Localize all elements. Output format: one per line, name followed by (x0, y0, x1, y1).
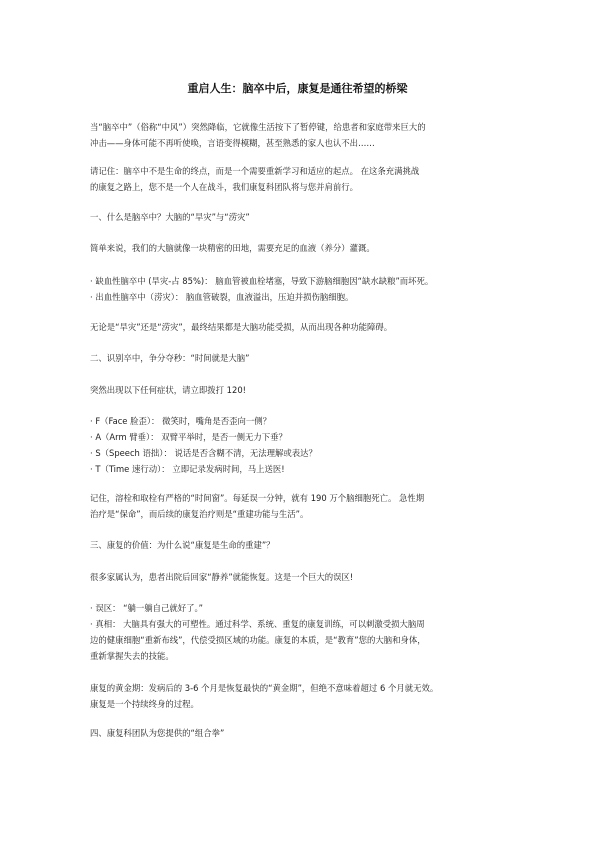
document-title: 重启人生：脑卒中后，康复是通往希望的桥梁 (187, 82, 408, 95)
paragraph (90, 680, 510, 712)
list-item: · T（Time 速行动）： 立即记录发病时间，马上送医! (90, 464, 285, 474)
text-line: 三、康复的价值：为什么说“康复是生命的重建”？ (90, 540, 275, 550)
text-line: 的康复之路上，您不是一个人在战斗，我们康复科团队将与您并肩前行。 (90, 182, 358, 192)
section-heading-3 (90, 537, 510, 553)
list-item: · 真相： 大脑具有强大的可塑性。通过科学、系统、重复的康复训练，可以刺激受损大脑周 (90, 619, 425, 629)
myth-truth-list (90, 600, 510, 664)
text-line: 无论是“旱灾”还是“涝灾”，最终结果都是大脑功能受损，从而出现各种功能障碍。 (90, 322, 393, 332)
text-line: 当“脑卒中”（俗称“中风”）突然降临，它就像生活按下了暂停键，给患者和家庭带来巨大的 (90, 122, 426, 132)
text-line: 突然出现以下任何症状，请立即拨打 120! (90, 385, 247, 395)
text-line: 二、识别卒中，争分夺秒：“时间就是大脑” (90, 353, 250, 363)
list-item: · 出血性脑卒中（涝灾）： 脑血管破裂，血液溢出，压迫并损伤脑细胞。 (90, 292, 354, 302)
reminder-paragraph (90, 163, 510, 195)
fast-list (90, 413, 510, 477)
section-heading-2 (90, 350, 510, 366)
list-item: · 误区： “躺一躺自己就好了。” (90, 603, 203, 613)
section-heading-4 (90, 725, 510, 741)
list-item: · S（Speech 语拙）： 说话是否含糊不清，无法理解或表达？ (90, 448, 317, 458)
text-line: 康复是一个持续终身的过程。 (90, 699, 199, 709)
text-line: 冲击——身体可能不再听使唤，言语变得模糊，甚至熟悉的家人也认不出…… (90, 138, 375, 148)
text-line: 很多家属认为，患者出院后回家“静养”就能恢复。这是一个巨大的误区! (90, 572, 354, 582)
paragraph (90, 240, 510, 256)
list-item: · 缺血性脑卒中 (旱灾-占 85%)： 脑血管被血栓堵塞，导致下游脑细胞因“缺水缺粮”而坏死。 (90, 276, 434, 286)
paragraph (90, 319, 510, 335)
text-line: 四、康复科团队为您提供的“组合拳” (90, 728, 225, 738)
list-item: · A（Arm 臂垂）： 双臂平举时，是否一侧无力下垂？ (90, 432, 287, 442)
paragraph (90, 569, 510, 585)
text-line: 边的健康细胞“重新布线”，代偿受损区域的功能。康复的本质，是“教育”您的大脑和身体， (90, 635, 426, 645)
list-item: · F（Face 脸歪）： 微笑时，嘴角是否歪向一侧？ (90, 416, 271, 426)
text-line: 一、什么是脑卒中？大脑的“旱灾”与“涝灾” (90, 212, 250, 222)
text-line: 记住，溶栓和取栓有严格的“时间窗”。每延误一分钟，就有 190 万个脑细胞死亡。 急性期 (90, 493, 425, 503)
section-heading-1 (90, 209, 510, 225)
stroke-types-list (90, 273, 510, 305)
text-line: 重新掌握失去的技能。 (90, 651, 174, 661)
text-line: 治疗是“保命”，而后续的康复治疗则是“重建功能与生活”。 (90, 509, 309, 519)
text-line: 请记住：脑卒中不是生命的终点，而是一个需要重新学习和适应的起点。 在这条充满挑战 (90, 166, 420, 176)
text-line: 简单来说，我们的大脑就像一块精密的田地，需要充足的血液（养分）灌溉。 (90, 243, 375, 253)
paragraph (90, 490, 510, 522)
intro-paragraph (90, 119, 510, 151)
paragraph (90, 382, 510, 398)
text-line: 康复的黄金期：发病后的 3-6 个月是恢复最快的“黄金期”，但绝不意味着超过 6 个月就无效。 (90, 683, 439, 693)
